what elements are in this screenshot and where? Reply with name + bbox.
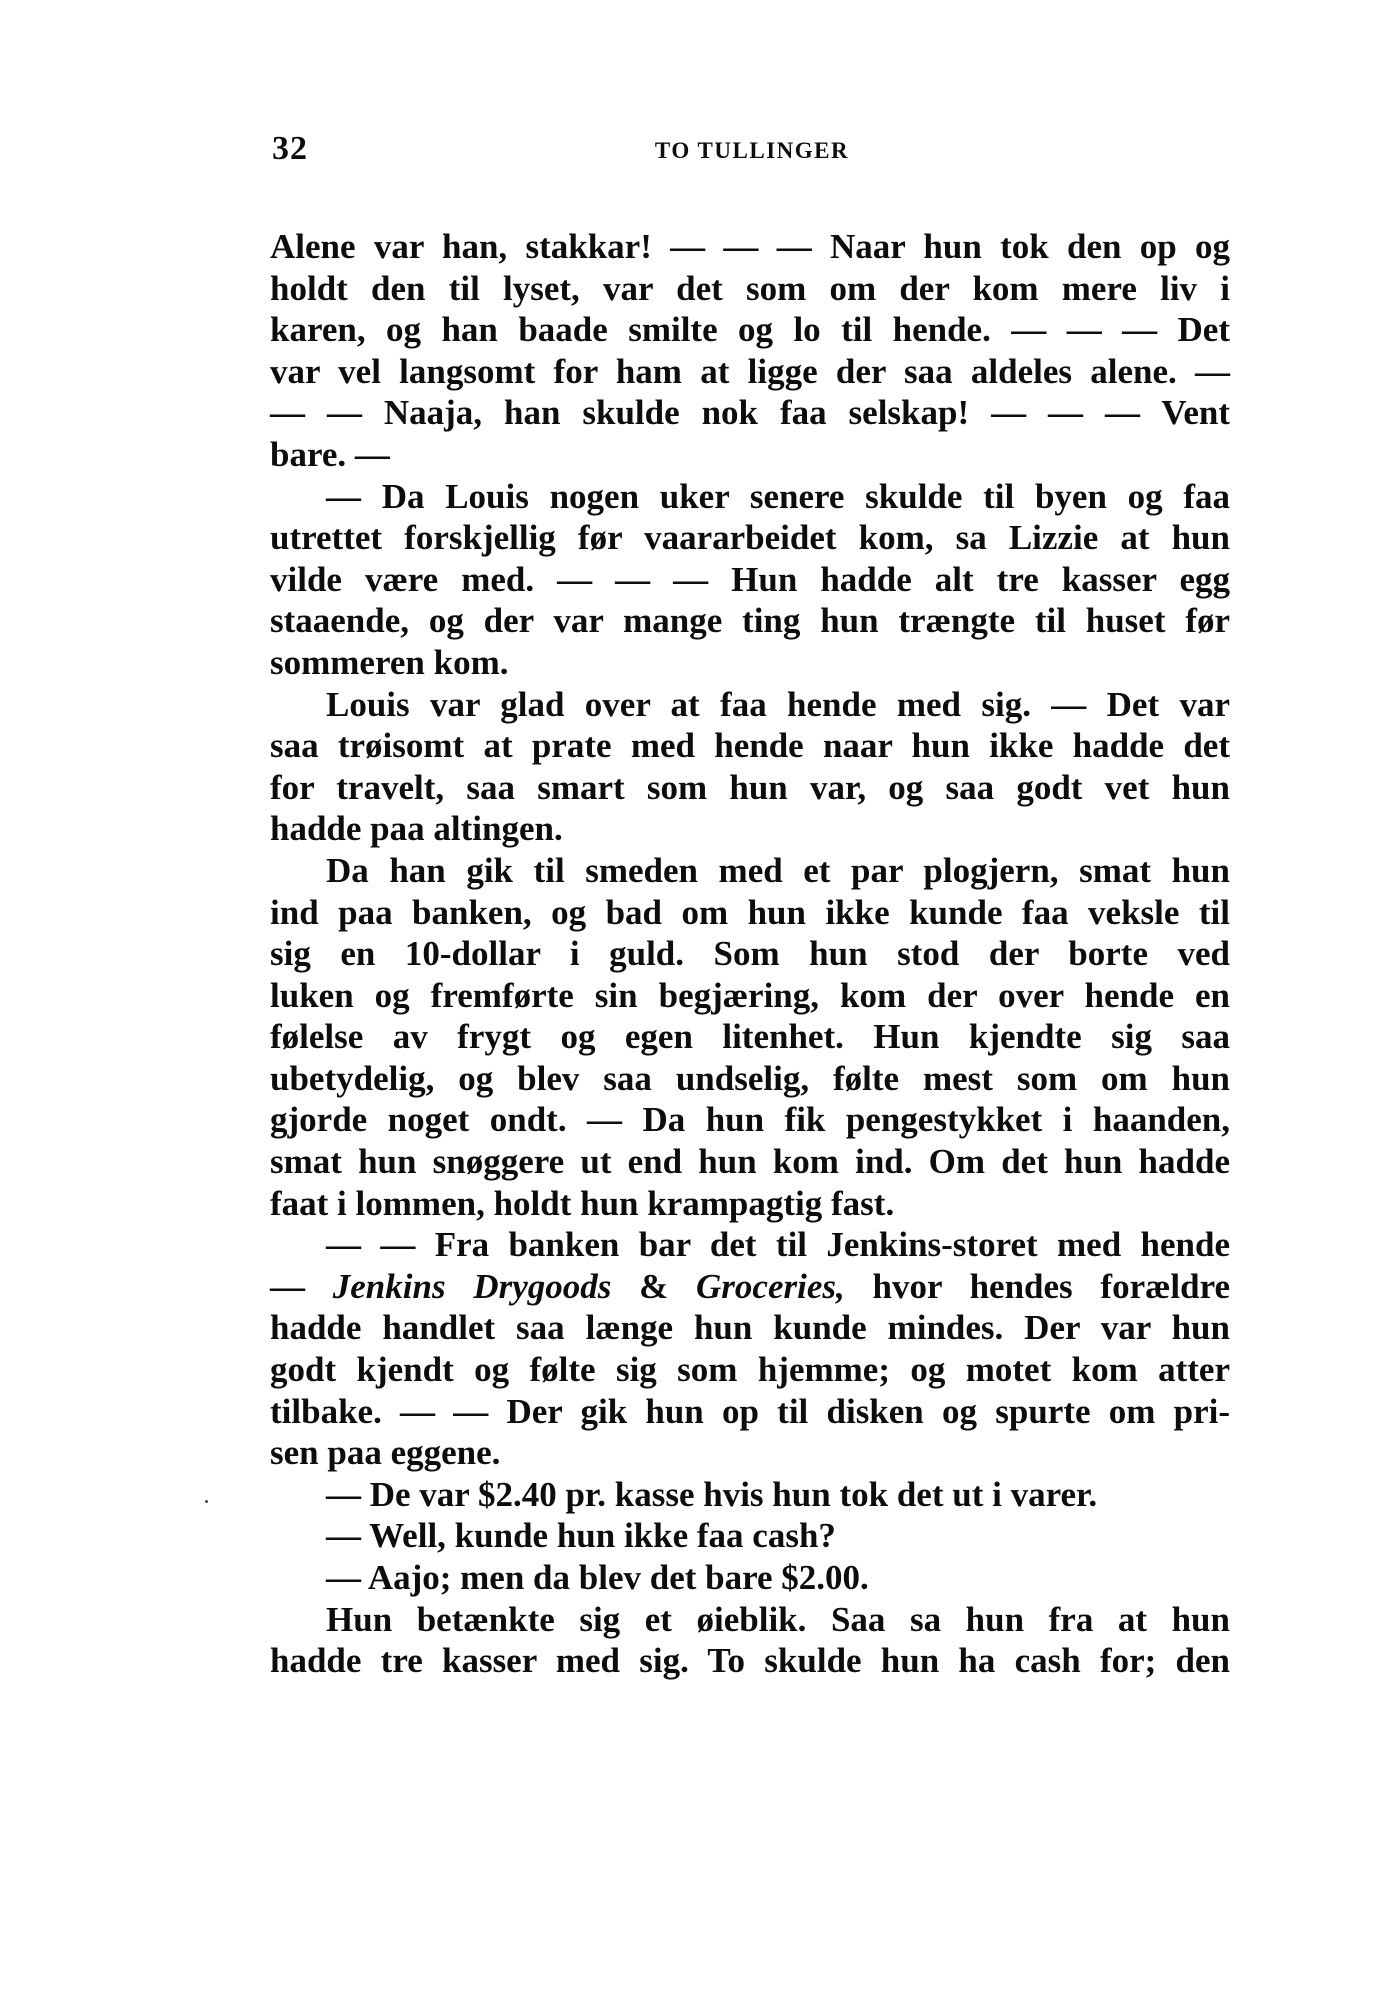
body-text xyxy=(270,226,1230,1682)
text-line: bare. — xyxy=(270,434,390,474)
text-line: utrettet forskjellig før vaararbeidet kom, sa Lizzie at hun xyxy=(270,518,1230,558)
scan-speck xyxy=(205,1500,208,1503)
text-line: faat i lommen, holdt hun krampagtig fast. xyxy=(270,1183,895,1223)
text-line: sen paa eggene. xyxy=(270,1433,501,1473)
text-line: var vel langsomt for ham at ligge der saa aldeles alene. — xyxy=(270,351,1230,391)
text-line: smat hun snøggere ut end hun kom ind. Om det hun hadde xyxy=(270,1142,1230,1182)
text-line: gjorde noget ondt. — Da hun fik pengestykket i haanden, xyxy=(270,1100,1230,1140)
text-line: — De var $2.40 pr. kasse hvis hun tok det ut i varer. xyxy=(326,1474,1098,1514)
text-line-store-name xyxy=(270,1266,1230,1308)
text-line: Louis var glad over at faa hende med sig. — Det var xyxy=(326,684,1230,724)
text-line: ind paa banken, og bad om hun ikke kunde faa veksle til xyxy=(270,892,1230,932)
page-number: 32 xyxy=(272,130,308,167)
running-title: TO TULLINGER xyxy=(654,138,850,163)
text-line: saa trøisomt at prate med hende naar hun ikke hadde det xyxy=(270,726,1230,766)
text-line: sig en 10-dollar i guld. Som hun stod der borte ved xyxy=(270,934,1230,974)
text-line: holdt den til lyset, var det som om der kom mere liv i xyxy=(270,268,1230,308)
text-line: følelse av frygt og egen litenhet. Hun kjendte sig saa xyxy=(270,1017,1230,1057)
text-line: staaende, og der var mange ting hun trængte til huset før xyxy=(270,601,1230,641)
text-line: — Well, kunde hun ikke faa cash? xyxy=(326,1516,836,1556)
text-line: hadde tre kasser med sig. To skulde hun ha cash for; den xyxy=(270,1641,1230,1681)
text-line: Alene var han, stakkar! — — — Naar hun tok den op og xyxy=(270,227,1230,266)
text-line: — — Naaja, han skulde nok faa selskap! — — — Vent xyxy=(270,393,1230,433)
text-line: sommeren kom. xyxy=(270,642,509,682)
ampersand: & xyxy=(611,1266,697,1306)
text-line: ubetydelig, og blev saa undselig, følte mest som om hun xyxy=(270,1058,1230,1098)
line-lead: — xyxy=(270,1266,333,1306)
text-line: karen, og han baade smilte og lo til hende. — — — Det xyxy=(270,310,1230,350)
text-line: hadde handlet saa længe hun kunde mindes. Der var hun xyxy=(270,1308,1230,1348)
text-line: tilbake. — — Der gik hun op til disken og spurte om pri- xyxy=(270,1391,1230,1431)
text-line: — — Fra banken bar det til Jenkins-storet med hende xyxy=(326,1225,1230,1265)
store-name-groceries: Groceries, xyxy=(696,1266,845,1306)
text-line: hadde paa altingen. xyxy=(270,809,563,849)
text-line: Da han gik til smeden med et par plogjern, smat hun xyxy=(326,850,1230,890)
text-line: godt kjendt og følte sig som hjemme; og motet kom atter xyxy=(270,1350,1230,1390)
text-line: — Da Louis nogen uker senere skulde til byen og faa xyxy=(326,476,1230,516)
text-line: luken og fremførte sin begjæring, kom der over hende en xyxy=(270,975,1230,1015)
text-line: — Aajo; men da blev det bare $2.00. xyxy=(326,1558,869,1597)
text-line: for travelt, saa smart som hun var, og saa godt vet hun xyxy=(270,767,1230,807)
store-name: Jenkins Drygoods xyxy=(332,1266,612,1306)
line-rest: hvor hendes forældre xyxy=(844,1266,1231,1306)
text-line: Hun betænkte sig et øieblik. Saa sa hun fra at hun xyxy=(326,1599,1230,1639)
page-header xyxy=(272,130,1232,180)
text-line: vilde være med. — — — Hun hadde alt tre kasser egg xyxy=(270,559,1230,599)
